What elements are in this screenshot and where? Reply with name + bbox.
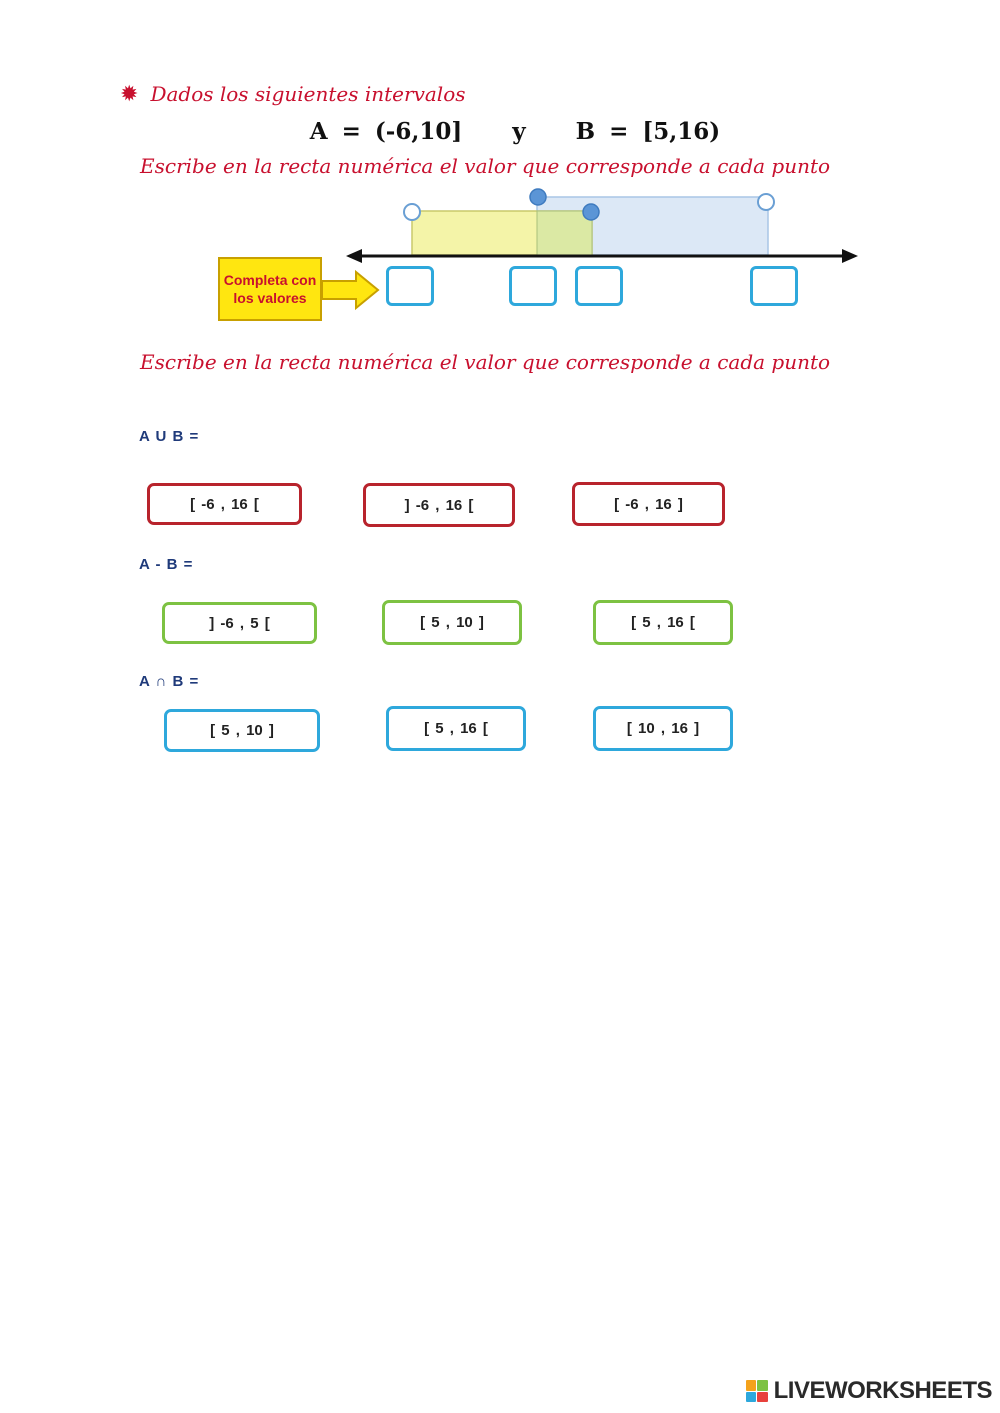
interval-b: B = [5,16) — [575, 118, 721, 145]
question-intersection-label: A ∩ B = — [139, 673, 200, 690]
difference-option-1[interactable]: ] -6 , 5 [ — [162, 602, 317, 644]
callout-arrow-icon — [322, 272, 378, 308]
intro-text: Dados los siguientes intervalos — [150, 82, 466, 106]
union-option-3[interactable]: [ -6 , 16 ] — [572, 482, 725, 526]
difference-option-3[interactable]: [ 5 , 16 [ — [593, 600, 733, 645]
union-option-1[interactable]: [ -6 , 16 [ — [147, 483, 302, 525]
intersection-option-3[interactable]: [ 10 , 16 ] — [593, 706, 733, 751]
interval-connector: y — [512, 118, 526, 145]
intersection-option-1[interactable]: [ 5 , 10 ] — [164, 709, 320, 752]
question-union-label: A U B = — [139, 428, 200, 445]
brand-footer — [746, 1377, 992, 1405]
union-option-2[interactable]: ] -6 , 16 [ — [363, 483, 515, 527]
axis-right-arrow — [842, 249, 858, 263]
callout-text: Completa con los valores — [223, 272, 317, 306]
bullet-icon: ✹ — [120, 81, 139, 106]
number-line-diagram — [0, 0, 1000, 340]
answer-box-point-2[interactable] — [509, 266, 557, 306]
answer-box-point-1[interactable] — [386, 266, 434, 306]
instruction-operations: Escribe en la recta numérica el valor que corresponde a cada punto — [140, 350, 831, 374]
point-closed-b-start — [530, 189, 546, 205]
instruction-number-line: Escribe en la recta numérica el valor que corresponde a cada punto — [140, 154, 831, 178]
point-closed-a-end — [583, 204, 599, 220]
intersection-option-2[interactable]: [ 5 , 16 [ — [386, 706, 526, 751]
interval-a: A = (-6,10] — [309, 118, 463, 145]
answer-box-point-3[interactable] — [575, 266, 623, 306]
brand-name: LIVEWORKSHEETS — [773, 1377, 992, 1404]
point-open-left — [404, 204, 420, 220]
difference-option-2[interactable]: [ 5 , 10 ] — [382, 600, 522, 645]
intersection-region — [537, 211, 592, 255]
answer-box-point-4[interactable] — [750, 266, 798, 306]
callout-label — [218, 257, 322, 321]
axis-left-arrow — [346, 249, 362, 263]
brand-logo-icon — [746, 1380, 768, 1402]
question-difference-label: A - B = — [139, 556, 194, 573]
point-open-right — [758, 194, 774, 210]
